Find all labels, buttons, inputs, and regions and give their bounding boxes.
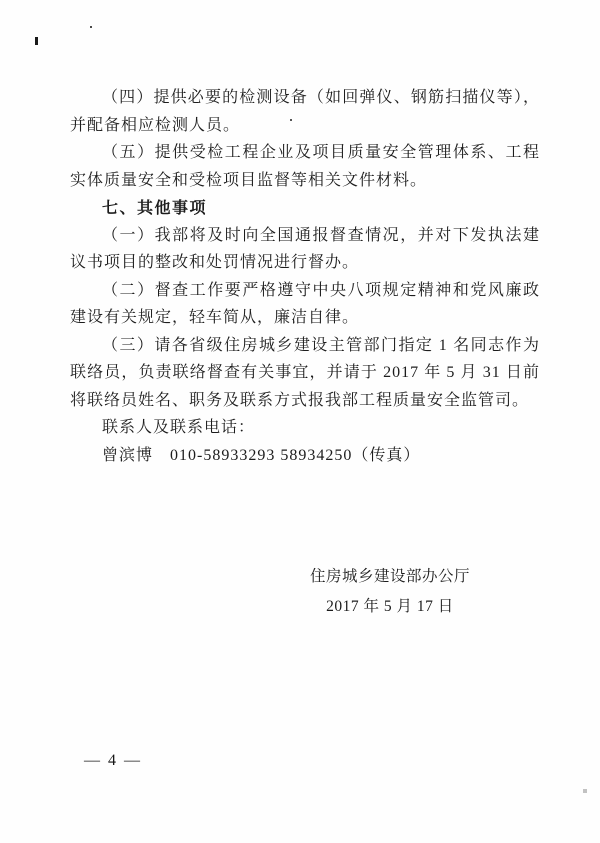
paragraph-item-1: （一）我部将及时向全国通报督查情况，并对下发执法建议书项目的整改和处罚情况进行督办。 xyxy=(70,226,540,271)
contact-label-line: 联系人及联系电话： xyxy=(102,419,256,436)
page-number: — 4 — xyxy=(84,752,142,769)
paragraph-item-3: （三）请各省级住房城乡建设主管部门指定 1 名同志作为联络员，负责联络督查有关事宜，并请于 2017 年 5 月 31 日前将联络员姓名、职务及联系方式报我部工程质量安全监管司。 xyxy=(70,336,540,409)
scan-artifact xyxy=(583,789,587,793)
paragraph-item-2: （二）督查工作要严格遵守中央八项规定精神和党风廉政建设有关规定，轻车简从，廉洁自律。 xyxy=(70,281,540,326)
contact-person-phone-line: 曾滨博 010-58933293 58934250（传真） xyxy=(102,446,421,464)
issuing-office-signature: 住房城乡建设部办公厅 xyxy=(309,568,470,585)
paragraph-item-4: （四）提供必要的检测设备（如回弹仪、钢筋扫描仪等），并配备相应检测人员。 xyxy=(70,89,540,134)
scan-artifact xyxy=(35,37,38,45)
document-date: 2017 年 5 月 17 日 xyxy=(326,598,454,615)
section-heading-other-matters: 七、其他事项 xyxy=(102,198,208,217)
paragraph-item-5: （五）提供受检工程企业及项目质量安全管理体系、工程实体质量安全和受检项目监督等相关文件材料。 xyxy=(70,144,540,189)
document-body xyxy=(70,84,540,469)
scan-artifact xyxy=(90,26,92,28)
closing-block xyxy=(285,562,495,622)
